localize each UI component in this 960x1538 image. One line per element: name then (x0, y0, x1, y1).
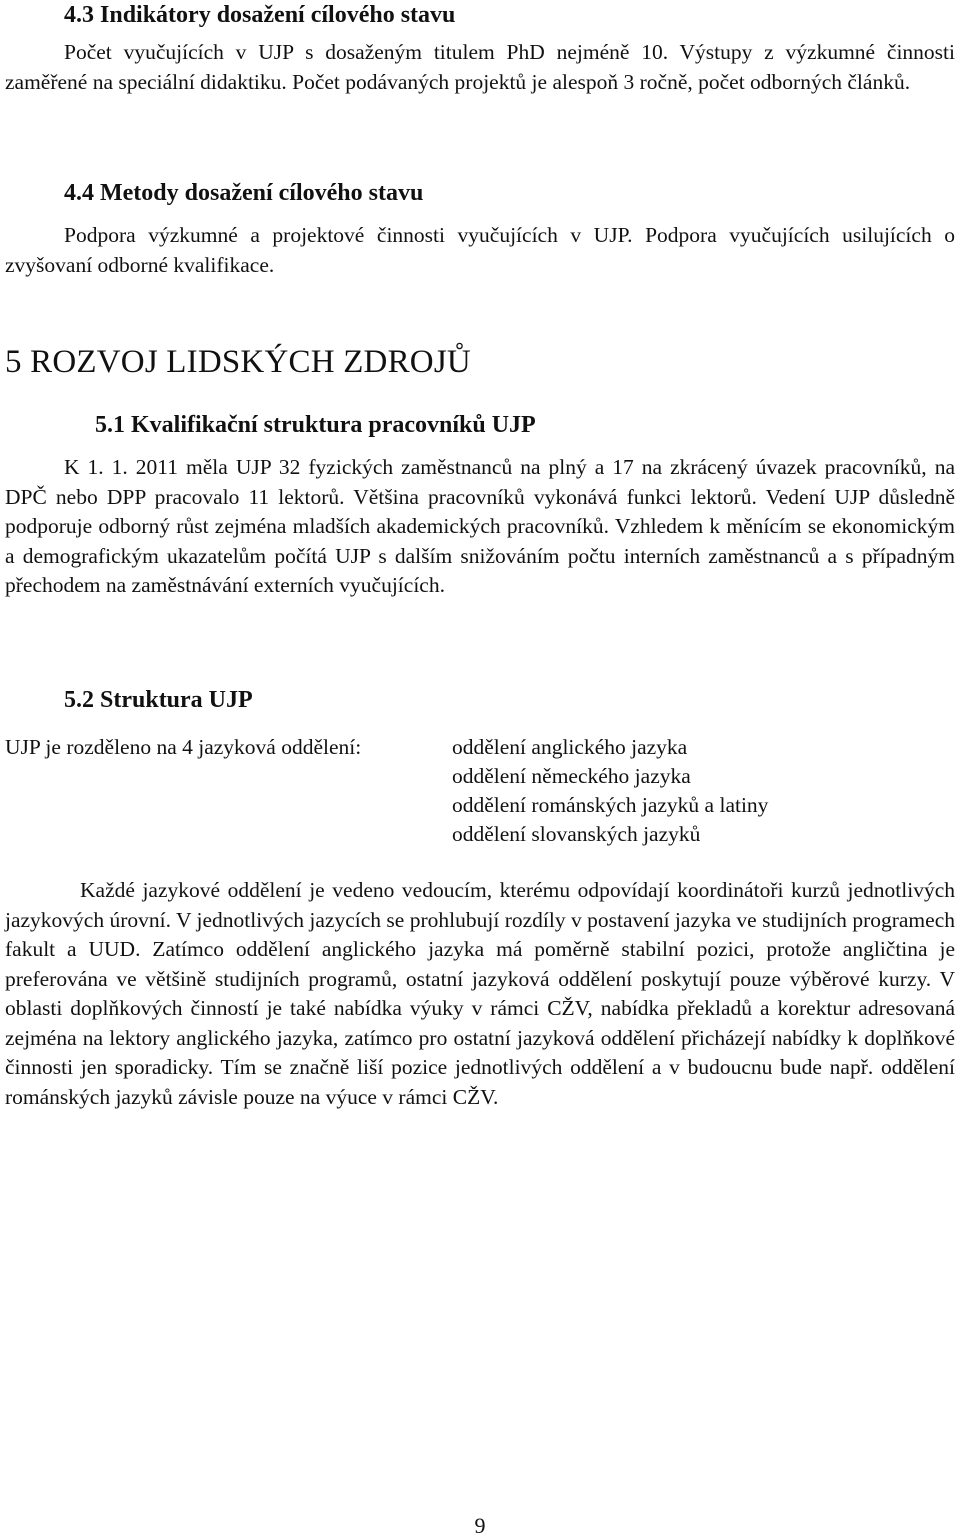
section-5-2-heading: 5.2 Struktura UJP (64, 687, 253, 713)
department-item: oddělení slovanských jazyků (452, 822, 701, 846)
departments-intro: UJP je rozděleno na 4 jazyková oddělení: (5, 735, 362, 759)
department-item: oddělení německého jazyka (452, 764, 691, 788)
department-item: oddělení anglického jazyka (452, 735, 688, 759)
section-4-3-paragraph: Počet vyučujících v UJP s dosaženým titulem PhD nejméně 10. Výstupy z výzkumné činnosti zaměřené na speciální didaktiku. Počet podávaných projektů je alespoň 3 ročně, počet odborných článků. (5, 40, 955, 94)
departments-list (452, 733, 768, 849)
page-number: 9 (474, 1513, 486, 1538)
chapter-5-heading: 5 ROZVOJ LIDSKÝCH ZDROJŮ (5, 344, 471, 380)
section-5-2-paragraph: Každé jazykové oddělení je vedeno vedoucím, kterému odpovídají koordinátoři kurzů jednotlivých jazykových úrovní. V jednotlivých jazycích se prohlubují rozdíly v postavení jazyka ve studijních programech fakult a UUD. Zatímco oddělení anglického jazyka má poměrně stabilní pozici, protože angličtina je preferována ve většině studijních programů, ostatní jazyková oddělení poskytují pouze výběrové kurzy. V oblasti doplňkových činností je také nabídka výuky v rámci CŽV, nabídka překladů a korektur adresovaná zejména na lektory anglického jazyka, zatímco pro ostatní jazyková oddělení přicházejí nabídky k doplňkové činnosti jen sporadicky. Tím se značně liší pozice jednotlivých oddělení a v budoucnu bude např. oddělení románských jazyků závisle pouze na výuce v rámci CŽV. (5, 878, 955, 1109)
section-4-4-heading: 4.4 Metody dosažení cílového stavu (64, 180, 424, 206)
section-4-3-heading: 4.3 Indikátory dosažení cílového stavu (64, 2, 456, 28)
section-5-1-paragraph: K 1. 1. 2011 měla UJP 32 fyzických zaměstnanců na plný a 17 na zkrácený úvazek pracovníků, na DPČ nebo DPP pracovalo 11 lektorů. Většina pracovníků vykonává funkci lektorů. Vedení UJP důsledně podporuje odborný růst zejména mladších akademických pracovníků. Vzhledem k měnícím se ekonomickým a demografickým ukazatelům počítá UJP s dalším snižováním počtu interních zaměstnanců a s případným přechodem na zaměstnávání externích vyučujících. (5, 455, 955, 597)
department-item: oddělení románských jazyků a latiny (452, 793, 769, 817)
section-4-4-paragraph: Podpora výzkumné a projektové činnosti vyučujících v UJP. Podpora vyučujících usilujících o zvyšovaní odborné kvalifikace. (5, 223, 955, 277)
section-5-1-heading: 5.1 Kvalifikační struktura pracovníků UJP (95, 412, 536, 438)
